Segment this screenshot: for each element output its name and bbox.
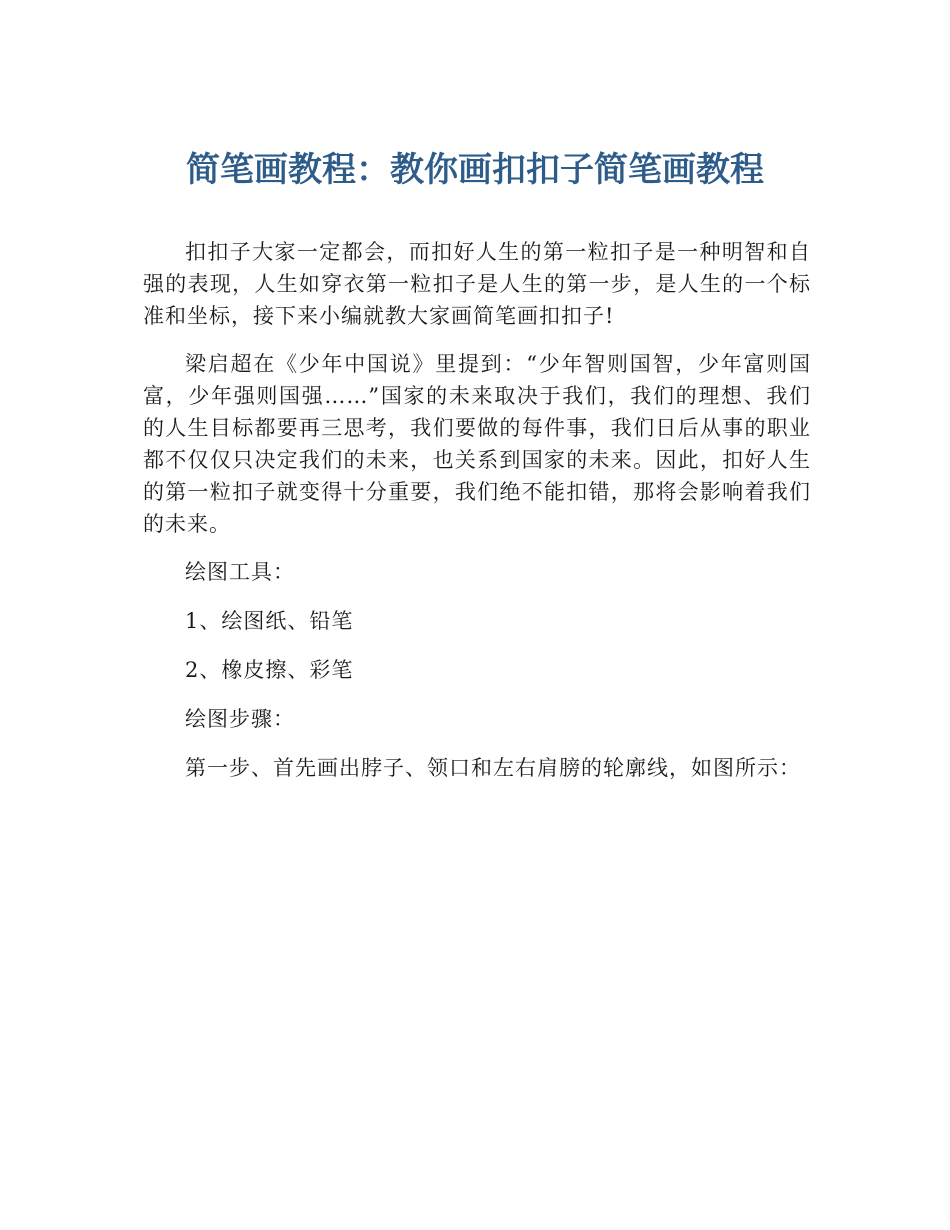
quote-paragraph: 梁启超在《少年中国说》里提到：“少年智则国智，少年富则国富，少年强则国强……”国家的未来取决于我们，我们的理想、我们的人生目标都要再三思考，我们要做的每件事，我们日后从事的职业都不仅仅只决定我们的未来，也关系到国家的未来。因此，扣好人生的第一粒扣子就变得十分重要，我们绝不能扣错，那将会影响着我们的未来。 <box>143 352 811 536</box>
tool-item-2: 2、橡皮擦、彩笔 <box>185 658 354 682</box>
intro-paragraph: 扣扣子大家一定都会，而扣好人生的第一粒扣子是一种明智和自强的表现，人生如穿衣第一粒扣子是人生的第一步，是人生的一个标准和坐标，接下来小编就教大家画简笔画扣扣子! <box>143 240 811 328</box>
document-title: 简笔画教程：教你画扣扣子简笔画教程 <box>186 150 764 190</box>
tool-item-1: 1、绘图纸、铅笔 <box>185 609 354 633</box>
step-1-paragraph: 第一步、首先画出脖子、领口和左右肩膀的轮廓线，如图所示： <box>185 756 801 780</box>
tools-heading: 绘图工具： <box>185 560 295 584</box>
document-body <box>143 236 811 800</box>
steps-heading: 绘图步骤： <box>185 707 295 731</box>
